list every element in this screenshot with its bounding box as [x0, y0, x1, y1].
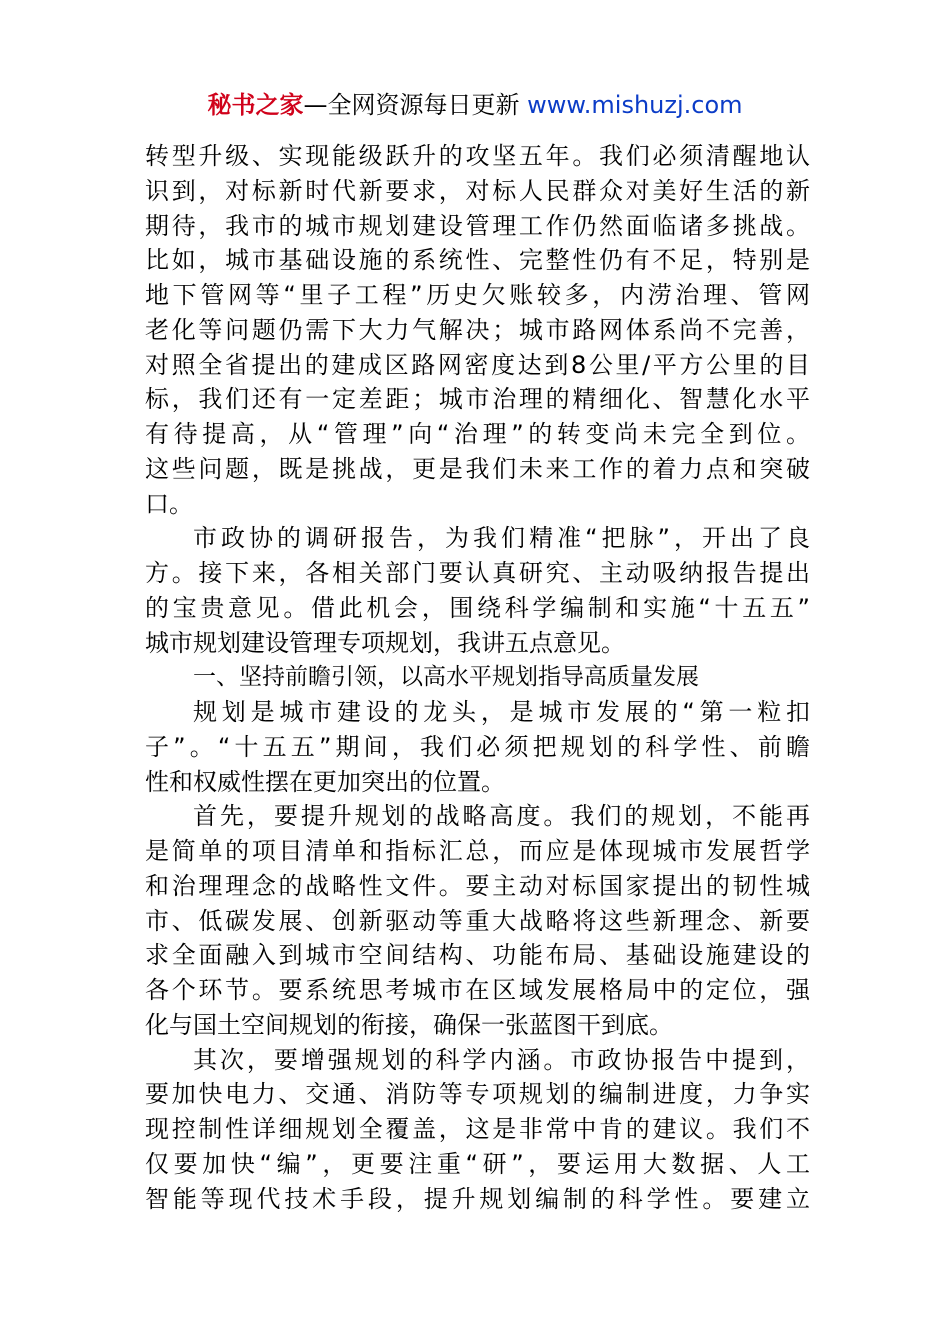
- page-header: [0, 88, 950, 122]
- paragraph-first-line: 规划是城市建设的龙头，是城市发展的“第一粒扣: [193, 698, 810, 726]
- text-line: 标，我们还有一定差距；城市治理的精细化、智慧化水平: [145, 385, 810, 414]
- text-line: 期待，我市的城市规划建设管理工作仍然面临诸多挑战。: [145, 211, 810, 240]
- text-line: 这些问题，既是挑战，更是我们未来工作的着力点和突破: [145, 454, 810, 483]
- text-line: 求全面融入到城市空间结构、功能布局、基础设施建设的: [145, 941, 810, 970]
- text-line: 识到，对标新时代新要求，对标人民群众对美好生活的新: [145, 176, 810, 205]
- brand-name: 秘书之家: [207, 91, 304, 119]
- text-line: 是简单的项目清单和指标汇总，而应是体现城市发展哲学: [145, 837, 810, 865]
- text-line: 和治理理念的战略性文件。要主动对标国家提出的韧性城: [145, 871, 810, 900]
- text-line: 性和权威性摆在更加突出的位置。: [145, 767, 505, 796]
- paragraph-first-line: 首先，要提升规划的战略高度。我们的规划，不能再: [193, 802, 810, 831]
- text-line: 各个环节。要系统思考城市在区域发展格局中的定位，强: [145, 976, 810, 1004]
- document-body: [145, 139, 810, 1216]
- text-line: 的宝贵意见。借此机会，围绕科学编制和实施“十五五”: [145, 593, 810, 622]
- text-line: 方。接下来，各相关部门要认真研究、主动吸纳报告提出: [145, 559, 810, 587]
- paragraph-first-line: 其次，要增强规划的科学内涵。市政协报告中提到，: [193, 1045, 810, 1074]
- text-line: 有待提高，从“管理”向“治理”的转变尚未完全到位。: [145, 420, 810, 448]
- text-line: 市、低碳发展、创新驱动等重大战略将这些新理念、新要: [145, 906, 810, 935]
- text-line: 化与国土空间规划的衔接，确保一张蓝图干到底。: [145, 1010, 673, 1039]
- paragraph-first-line: 市政协的调研报告，为我们精准“把脉”，开出了良: [193, 524, 810, 553]
- text-line: 转型升级、实现能级跃升的攻坚五年。我们必须清醒地认: [145, 142, 810, 170]
- section-heading: 一、坚持前瞻引领，以高水平规划指导高质量发展: [193, 664, 699, 691]
- text-line: 子”。“十五五”期间，我们必须把规划的科学性、前瞻: [145, 732, 810, 761]
- text-line: 现控制性详细规划全覆盖，这是非常中肯的建议。我们不: [145, 1115, 810, 1143]
- site-url[interactable]: www.mishuzj.com: [527, 91, 743, 119]
- text-line: 老化等问题仍需下大力气解决；城市路网体系尚不完善，: [145, 315, 810, 344]
- text-line: 对照全省提出的建成区路网密度达到8公里/平方公里的目: [145, 350, 810, 379]
- text-line: 地下管网等“里子工程”历史欠账较多，内涝治理、管网: [145, 281, 810, 309]
- text-line: 口。: [145, 489, 193, 518]
- text-line: 仅要加快“编”，更要注重“研”，要运用大数据、人工: [145, 1149, 810, 1178]
- header-tagline: —全网资源每日更新: [303, 91, 528, 119]
- text-line: 比如，城市基础设施的系统性、完整性仍有不足，特别是: [145, 246, 810, 275]
- text-line: 智能等现代技术手段，提升规划编制的科学性。要建立: [145, 1184, 810, 1213]
- text-line: 要加快电力、交通、消防等专项规划的编制进度，力争实: [145, 1080, 810, 1109]
- text-line: 城市规划建设管理专项规划，我讲五点意见。: [145, 628, 625, 657]
